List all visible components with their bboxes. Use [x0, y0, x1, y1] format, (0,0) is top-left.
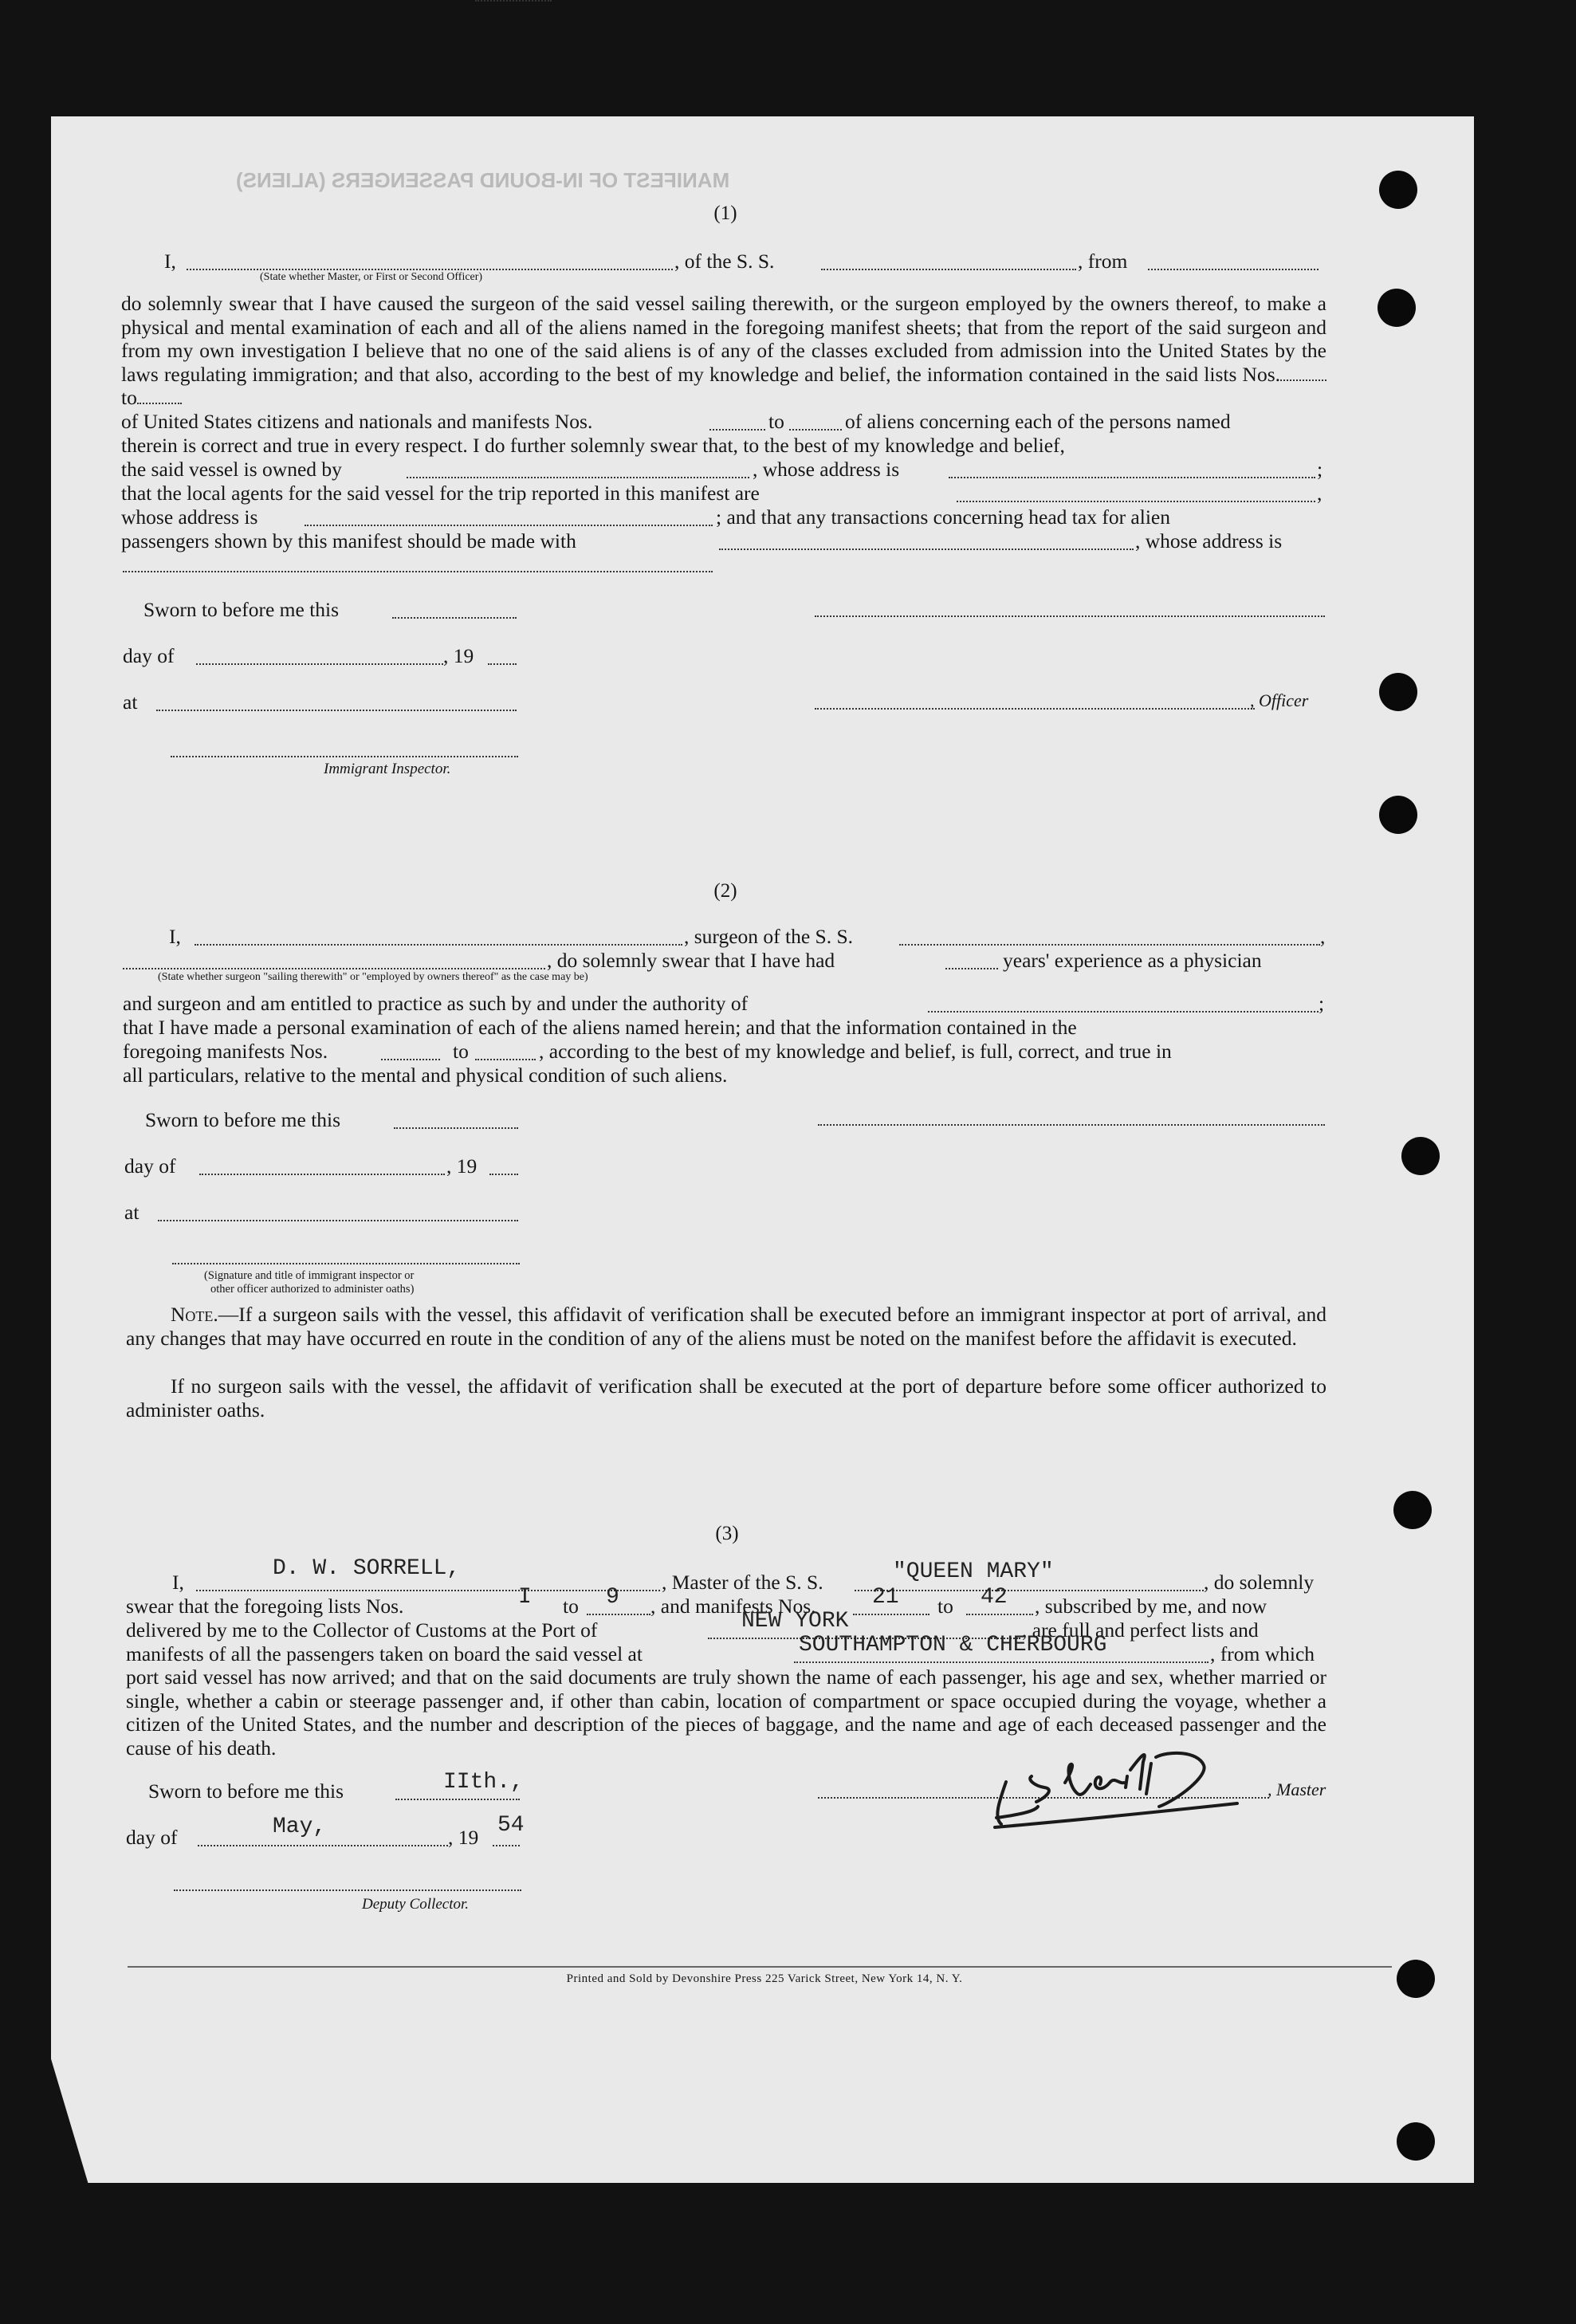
- s3-master-of: , Master of the S. S.: [662, 1571, 823, 1594]
- s2-surgeon-name-blank: [195, 944, 682, 946]
- s1-row7-b: , whose address is: [1135, 529, 1283, 552]
- s2-year-blank: [489, 1174, 518, 1175]
- sworn-year: 54: [497, 1813, 525, 1838]
- s2-note-2: If no surgeon sails with the vessel, the affidavit of verification shall be executed at the port of departure before some officer authorized to administer oaths.: [126, 1374, 1326, 1422]
- s2-years-blank: [945, 968, 998, 969]
- s2-authority-blank: [928, 1011, 1319, 1013]
- s3-solemnly: , do solemnly: [1204, 1571, 1315, 1594]
- s3-master-label: , Master: [1267, 1779, 1326, 1799]
- s1-agents-address-blank: [305, 525, 713, 526]
- s1-blank: [789, 429, 842, 431]
- footer-rule: [128, 1966, 1392, 1968]
- s1-officer-label: , Officer: [1250, 690, 1309, 710]
- s3-row2-c: , subscribed by me, and now: [1035, 1595, 1267, 1618]
- s3-i: I,: [172, 1571, 184, 1594]
- s2-at-blank: [158, 1220, 518, 1221]
- s3-collector-label: Deputy Collector.: [362, 1896, 470, 1913]
- section-1-number: (1): [713, 203, 737, 224]
- s2-surgeon-instruction: (State whether surgeon "sailing therewith" or "employed by owners thereof" as the case may be): [158, 971, 588, 983]
- s1-row2-a: of United States citizens and nationals and manifests Nos.: [121, 410, 593, 433]
- list-to: 9: [606, 1585, 619, 1610]
- list-from: I: [518, 1585, 532, 1610]
- s3-man-from-blank: [853, 1614, 929, 1615]
- punch-hole: [1401, 1137, 1440, 1175]
- s3-row4-b: , from which: [1210, 1642, 1315, 1665]
- s3-sworn: Sworn to before me this: [148, 1779, 344, 1803]
- s1-from: , from: [1078, 250, 1128, 273]
- s2-row6: all particulars, relative to the mental and physical condition of such aliens.: [123, 1064, 728, 1087]
- s1-dayof: day of: [123, 644, 175, 667]
- s2-row3-a: and surgeon and am entitled to practice as such by and under the authority of: [123, 992, 749, 1015]
- s2-row5-b: to: [453, 1040, 469, 1063]
- s1-of-the-ss: , of the S. S.: [674, 250, 775, 273]
- s1-row3: therein is correct and true in every respect. I do further solemnly swear that, to the best of my knowledge and belief,: [121, 434, 1065, 457]
- s3-year: , 19: [448, 1826, 479, 1849]
- section-3-number: (3): [715, 1523, 739, 1544]
- s1-officer-name-blank: [187, 269, 673, 270]
- departure-ports: SOUTHAMPTON & CHERBOURG: [799, 1633, 1107, 1657]
- s1-row5-b: ,: [1317, 482, 1323, 505]
- s2-row5-a: foregoing manifests Nos.: [123, 1040, 328, 1063]
- s1-row6-b: ; and that any transactions concerning head tax for alien: [716, 505, 1170, 529]
- s1-from-blank: [1148, 269, 1319, 270]
- s2-sig-note-1: (Signature and title of immigrant inspector or: [204, 1269, 415, 1282]
- s3-to-2: to: [937, 1595, 953, 1618]
- s1-i: I,: [164, 250, 176, 273]
- s3-month-blank: [198, 1845, 448, 1846]
- s1-inspector-line: [171, 756, 518, 757]
- s1-oath-body: do solemnly swear that I have caused the surgeon of the said vessel sailing therewith, or the surgeon employed by the owners thereof, to make a physical and mental examination of each and all of the aliens named in the foregoing manifest sheets; that from the report of the said surgeon and from my own investigation I believe that no one of the said aliens is of any of the classes excluded from admission into the United States by the laws regulating immigration; and that also, according to the best of my knowledge and belief, the information contained in the said lists Nos.: [121, 292, 1326, 386]
- punch-hole: [1379, 171, 1417, 209]
- s2-sailing-blank: [123, 968, 545, 969]
- s1-oath-text: [121, 292, 1326, 410]
- s3-row3-a: delivered by me to the Collector of Customs at the Port of: [126, 1618, 598, 1642]
- s2-dayof: day of: [124, 1154, 176, 1178]
- s1-row4-c: ;: [1317, 458, 1323, 481]
- s2-day-blank: [199, 1174, 445, 1175]
- s2-man-from-blank: [381, 1059, 440, 1060]
- s3-row2-a: swear that the foregoing lists Nos.: [126, 1595, 404, 1618]
- master-signature: [988, 1738, 1283, 1842]
- s3-list-to-blank: [587, 1614, 650, 1615]
- s1-vessel-blank: [821, 269, 1076, 270]
- note-text: —If a surgeon sails with the vessel, this affidavit of verification shall be executed before an immigrant inspector at port of arrival, and any changes that may have occurred en route in the condition of any of the aliens must be noted on the manifest before the affidavit is executed.: [126, 1303, 1326, 1350]
- vessel-name: "QUEEN MARY": [893, 1559, 1054, 1584]
- s3-list-from-blank: [475, 0, 552, 2]
- s3-row2-b: , and manifests Nos.: [650, 1595, 816, 1618]
- s1-address-blank: [949, 477, 1315, 478]
- s1-row4-a: the said vessel is owned by: [121, 458, 342, 481]
- s2-surgeon-of: , surgeon of the S. S.: [684, 925, 854, 948]
- s1-year: , 19: [443, 644, 474, 667]
- s1-officer-line: [815, 708, 1255, 710]
- s1-headtax-blank: [719, 549, 1134, 550]
- s1-row5-a: that the local agents for the said vessel for the trip reported in this manifest are: [121, 482, 760, 505]
- s1-sworn: Sworn to before me this: [143, 598, 340, 621]
- s2-swear: , do solemnly swear that I have had: [547, 949, 835, 972]
- s3-row3-b: , are full and perfect lists and: [1022, 1618, 1259, 1642]
- s2-row3-b: ;: [1319, 992, 1325, 1015]
- s2-comma: ,: [1320, 925, 1326, 948]
- s1-sworn-blank: [392, 617, 517, 619]
- s3-vessel-blank: [855, 1590, 1204, 1591]
- arrival-port: NEW YORK: [741, 1609, 849, 1634]
- s3-master-name-blank: [196, 1590, 660, 1591]
- s1-at-blank: [156, 710, 517, 711]
- punch-hole: [1397, 2122, 1435, 2161]
- s1-officer-signature-line: [815, 615, 1325, 617]
- s3-dayof: day of: [126, 1826, 178, 1849]
- s3-collector-line: [174, 1889, 521, 1891]
- s2-man-to-blank: [475, 1059, 536, 1060]
- s2-year: , 19: [446, 1154, 478, 1178]
- s1-officer-instruction: (State whether Master, or First or Second Officer): [260, 271, 483, 283]
- punch-hole: [1379, 673, 1417, 711]
- s1-inspector-label: Immigrant Inspector.: [324, 761, 451, 777]
- punch-hole: [1397, 1960, 1435, 1998]
- s2-sig-note-2: other officer authorized to administer oaths): [210, 1283, 415, 1296]
- s1-owner-blank: [407, 477, 749, 478]
- punch-hole: [1378, 289, 1416, 327]
- s1-year-blank: [488, 663, 517, 665]
- s2-note: [126, 1303, 1326, 1350]
- s1-agents-blank: [957, 501, 1315, 502]
- s1-row2-b: to: [768, 410, 784, 433]
- s2-surgeon-signature-line: [818, 1124, 1325, 1126]
- s2-i: I,: [169, 925, 181, 948]
- s1-headtax-address-blank: [123, 571, 713, 572]
- s1-row7-a: passengers shown by this manifest should be made with: [121, 529, 576, 552]
- section-2-number: (2): [713, 880, 737, 902]
- s3-from-port-blank: [794, 1661, 1209, 1663]
- master-name: D. W. SORRELL,: [273, 1556, 461, 1581]
- s2-at: at: [124, 1201, 140, 1224]
- s3-year-blank: [493, 1845, 520, 1846]
- s1-day-blank: [196, 663, 443, 665]
- s3-man-to-blank: [966, 1614, 1033, 1615]
- punch-hole: [1379, 796, 1417, 834]
- s3-to-1: to: [563, 1595, 579, 1618]
- sworn-month: May,: [273, 1815, 327, 1839]
- s2-years: years' experience as a physician: [1003, 949, 1262, 972]
- printer-footer: Printed and Sold by Devonshire Press 225 Varick Street, New York 14, N. Y.: [566, 1972, 963, 1985]
- s2-sworn-blank: [394, 1127, 518, 1129]
- s1-row4-b: , whose address is: [753, 458, 900, 481]
- sworn-day: IIth.,: [443, 1770, 524, 1795]
- manifest-from: 21: [872, 1585, 899, 1610]
- bleed-through-header: MANIFEST OF IN-BOUND PASSENGERS (ALIENS): [236, 168, 730, 192]
- s1-row6-a: whose address is: [121, 505, 258, 529]
- note-label: Note.: [171, 1303, 218, 1326]
- s1-at: at: [123, 690, 138, 714]
- s2-sworn: Sworn to before me this: [145, 1108, 341, 1131]
- s1-to: to: [121, 386, 137, 410]
- s2-row5-c: , according to the best of my knowledge and belief, is full, correct, and true in: [539, 1040, 1172, 1063]
- s1-blank: [709, 429, 765, 431]
- s3-sworn-blank: [395, 1799, 520, 1800]
- s1-row2-c: of aliens concerning each of the persons named: [845, 410, 1231, 433]
- punch-hole: [1393, 1491, 1432, 1529]
- s2-row4: that I have made a personal examination of each of the aliens named herein; and that the information contained in the: [123, 1016, 1077, 1039]
- s3-row4-a: manifests of all the passengers taken on board the said vessel at: [126, 1642, 643, 1665]
- manifest-to: 42: [981, 1585, 1008, 1610]
- s2-vessel-blank: [899, 944, 1320, 946]
- s3-rest: port said vessel has now arrived; and that on the said documents are truly shown the name of each passenger, his age and sex, whether married or single, whether a cabin or steerage passenger and, if other than cabin, location of compartment or space occupied during the voyage, whether a citizen of the United States, and the number and description of the pieces of baggage, and the name and age of each deceased passenger and the cause of his death.: [126, 1665, 1326, 1760]
- s2-officer-sig-line: [172, 1263, 520, 1264]
